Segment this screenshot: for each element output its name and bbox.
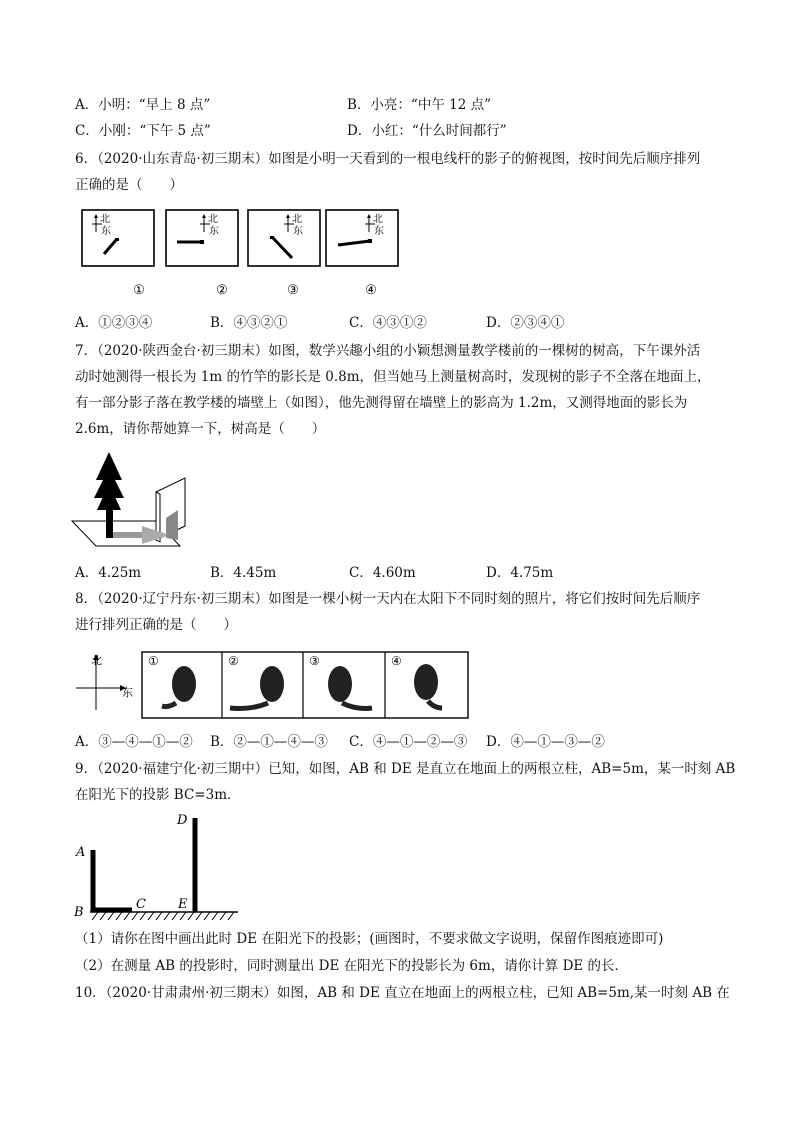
q8-option-a: A．③—④—①—② xyxy=(75,734,193,750)
q9-part1: （1）请你在图中画出此时 DE 在阳光下的投影；(画图时，不要求做文字说明，保留作图痕迹即可) xyxy=(75,931,664,947)
q9-stem-line2: 在阳光下的投影 BC=3m． xyxy=(75,787,241,803)
q6-panel-1 xyxy=(82,210,154,266)
q9-part2: （2）在测量 AB 的投影时，同时测量出 DE 在阳光下的投影长为 6m，请你计算 DE 的长． xyxy=(75,958,629,974)
compass-east-label: 东 xyxy=(374,226,384,237)
q7-option-a: A．4.25m xyxy=(75,565,142,581)
q5-option-a: A．小明：“早上 8 点” xyxy=(75,97,211,113)
compass-north-label: 北 xyxy=(373,214,383,225)
point-e-label: E xyxy=(178,897,188,912)
q6-option-a: A．①②③④ xyxy=(75,315,153,331)
q9-figure xyxy=(72,810,252,924)
q9-stem-line1: 9．（2020·福建宁化·初三期中）已知，如图，AB 和 DE 是直立在地面上的两根立柱，AB=5m，某一时刻 AB xyxy=(75,761,736,777)
q6-option-d: D．②③④① xyxy=(486,315,565,331)
q6-label-2: ② xyxy=(216,283,228,298)
compass-east-label: 东 xyxy=(209,226,219,237)
q10-stem-line1: 10．（2020·甘肃肃州·初三期末）如图，AB 和 DE 直立在地面上的两根立柱，已知 AB=5m,某一时刻 AB 在 xyxy=(75,985,730,1001)
q8-figure xyxy=(72,648,472,722)
q8-label-2: ② xyxy=(228,654,239,668)
q8-option-b: B．②—①—④—③ xyxy=(210,734,328,750)
compass-east-label: 东 xyxy=(101,226,111,237)
q7-stem-line4: 2.6m，请你帮她算一下，树高是（ ） xyxy=(75,421,326,437)
point-c-label: C xyxy=(136,897,146,912)
q6-label-1: ① xyxy=(133,283,145,298)
q6-option-c: C．④③①② xyxy=(349,315,427,331)
q6-panel-3 xyxy=(248,210,320,266)
q5-option-b: B．小亮：“中午 12 点” xyxy=(347,97,491,113)
q6-stem-line2: 正确的是（ ） xyxy=(75,177,183,193)
q7-figure xyxy=(70,446,200,558)
q5-option-d: D．小红：“什么时间都行” xyxy=(347,123,507,139)
q6-panel-4 xyxy=(326,210,398,266)
q5-option-c: C．小刚：“下午 5 点” xyxy=(75,123,211,139)
q7-option-b: B．4.45m xyxy=(210,565,277,581)
q7-stem-line2: 动时她测得一根长为 1m 的竹竿的影长是 0.8m，但当她马上测量树高时，发现树的影子不全落在地面上， xyxy=(75,369,711,385)
q6-label-4: ④ xyxy=(365,283,377,298)
point-b-label: B xyxy=(74,905,84,920)
q8-stem-line2: 进行排列正确的是（ ） xyxy=(75,617,237,633)
compass-north-label: 北 xyxy=(292,214,302,225)
point-a-label: A xyxy=(76,845,86,860)
ground-hatching xyxy=(92,912,234,920)
q8-option-d: D．④—①—③—② xyxy=(486,734,605,750)
q6-option-b: B．④③②① xyxy=(210,315,288,331)
compass-north-label: 北 xyxy=(91,654,102,667)
q8-label-3: ③ xyxy=(309,654,320,668)
point-d-label: D xyxy=(177,813,188,828)
q7-option-c: C．4.60m xyxy=(349,565,416,581)
q8-stem-line1: 8．（2020·辽宁丹东·初三期末）如图是一棵小树一天内在太阳下不同时刻的照片，将它们按时间先后顺序 xyxy=(75,591,701,607)
compass-north-label: 北 xyxy=(100,214,110,225)
q6-figure xyxy=(70,204,410,308)
q7-stem-line3: 有一部分影子落在教学楼的墙壁上（如图），他先测得留在墙壁上的影高为 1.2m，又测得地面的影长为 xyxy=(75,395,688,411)
q6-label-3: ③ xyxy=(287,283,299,298)
q7-option-d: D．4.75m xyxy=(486,565,554,581)
q8-label-4: ④ xyxy=(391,654,402,668)
q6-panel-2 xyxy=(166,210,238,266)
q6-stem-line1: 6．（2020·山东青岛·初三期末）如图是小明一天看到的一根电线杆的影子的俯视图，按时间先后顺序排列 xyxy=(75,151,701,167)
compass-east-label: 东 xyxy=(122,686,133,699)
q8-option-c: C．④—①—②—③ xyxy=(349,734,468,750)
compass-icon xyxy=(76,654,133,710)
compass-east-label: 东 xyxy=(293,226,303,237)
compass-north-label: 北 xyxy=(208,214,218,225)
q8-label-1: ① xyxy=(148,654,159,668)
q7-stem-line1: 7．（2020·陕西金台·初三期末）如图，数学兴趣小组的小颖想测量教学楼前的一棵树的树高，下午课外活 xyxy=(75,343,701,359)
